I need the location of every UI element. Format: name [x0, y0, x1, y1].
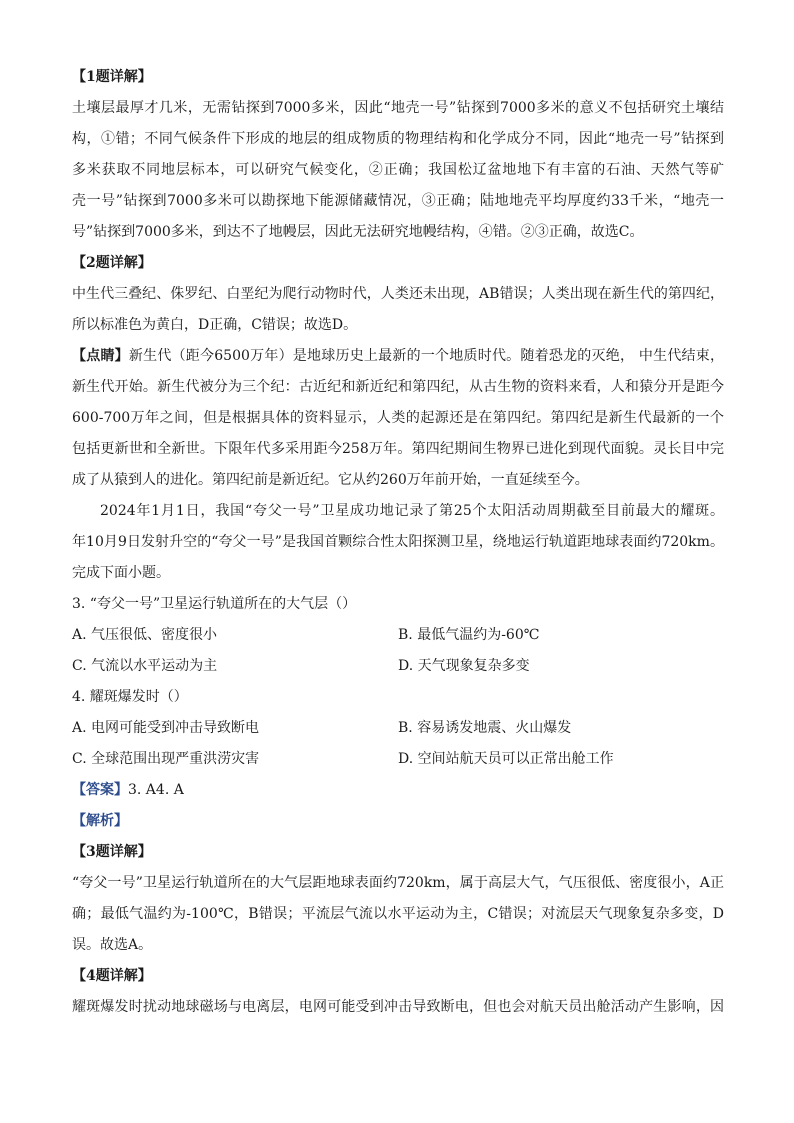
paragraph-line: 600-700万年之间，但是根据具体的资料显示，人类的起源还是在第四纪。第四纪是新生代最新的一个	[72, 410, 724, 426]
paragraph-line: 土壤层最厚才几米，无需钻探到7000多米，因此“地壳一号”钻探到7000多米的意义不包括研究土壤结	[72, 100, 724, 116]
material-line: 年10月9日发射升空的“夸父一号”是我国首颗综合性太阳探测卫星，绕地运行轨道距地球表面约720km。	[72, 534, 724, 550]
paragraph-line: 误。故选A。	[72, 937, 153, 953]
options-row	[72, 651, 724, 682]
material-line: 完成下面小题。	[72, 565, 170, 581]
document-page	[72, 62, 724, 1023]
paragraph-line: 多米获取不同地层标本，可以研究气候变化，②正确；我国松辽盆地地下有丰富的石油、天然气等矿	[72, 162, 724, 178]
option-d: D. 空间站航天员可以正常出舱工作	[398, 751, 614, 767]
paragraph-line: 壳一号”钻探到7000多米可以勘探地下能源储藏情况，③正确；陆地地壳平均厚度约33千米，“地壳一	[72, 193, 724, 209]
paragraph-line: 包括更新世和全新世。下限年代多采用距今258万年。第四纪期间生物界已进化到现代面貌。灵长目中完	[72, 441, 724, 457]
analysis-tag: 【解析】	[72, 813, 128, 829]
paragraph-line	[72, 341, 724, 372]
option-a: A. 气压很低、密度很小	[72, 627, 218, 643]
paragraph-line: 号”钻探到7000多米，到达不了地幔层，因此无法研究地幔结构，④错。②③正确，故选C。	[72, 224, 644, 240]
options-row	[72, 620, 724, 651]
options-row	[72, 744, 724, 775]
answer-tag: 【答案】	[72, 782, 128, 798]
dianjing-tag: 【点睛】	[72, 348, 129, 364]
paragraph-line: 所以标准色为黄白，D正确，C错误；故选D。	[72, 317, 358, 333]
option-b: B. 容易诱发地震、火山爆发	[398, 720, 572, 736]
section-heading-q1: 【1题详解】	[72, 69, 152, 85]
option-c: C. 全球范围出现严重洪涝灾害	[72, 751, 260, 767]
section-heading-q4: 【4题详解】	[72, 968, 152, 984]
paragraph-line: 耀斑爆发时扰动地球磁场与电离层，电网可能受到冲击导致断电，但也会对航天员出舱活动产生影响，因	[72, 999, 724, 1015]
answer-line	[72, 775, 724, 806]
options-row	[72, 713, 724, 744]
section-heading-q3: 【3题详解】	[72, 844, 152, 860]
dianjing-text: 新生代（距今6500万年）是地球历史上最新的一个地质时代。随着恐龙的灭绝， 中生代结束，	[128, 348, 724, 364]
paragraph-line: 确；最低气温约为-100℃，B错误；平流层气流以水平运动为主，C错误；对流层天气现象复杂多变，D	[72, 906, 724, 922]
question-4: 4. 耀斑爆发时（）	[72, 689, 188, 705]
paragraph-line: 成了从猿到人的进化。第四纪前是新近纪。它从约260万年前开始，一直延续至今。	[72, 472, 589, 488]
option-c: C. 气流以水平运动为主	[72, 658, 218, 674]
option-d: D. 天气现象复杂多变	[398, 658, 530, 674]
option-a: A. 电网可能受到冲击导致断电	[72, 720, 260, 736]
paragraph-line: “夸父一号”卫星运行轨道所在的大气层距地球表面约720km，属于高层大气，气压很低、密度很小，A正	[72, 875, 724, 891]
option-b: B. 最低气温约为-60℃	[398, 627, 540, 643]
paragraph-line: 中生代三叠纪、侏罗纪、白垩纪为爬行动物时代，人类还未出现，AB错误；人类出现在新生代的第四纪，	[72, 286, 724, 302]
paragraph-line: 新生代开始。新生代被分为三个纪：古近纪和新近纪和第四纪，从古生物的资料来看，人和猿分开是距今	[72, 379, 724, 395]
material-line: 2024年1月1日，我国“夸父一号”卫星成功地记录了第25个太阳活动周期截至目前最大的耀斑。	[100, 503, 724, 519]
section-heading-q2: 【2题详解】	[72, 255, 152, 271]
paragraph-line: 构，①错；不同气候条件下形成的地层的组成物质的物理结构和化学成分不同，因此“地壳一号”钻探到	[72, 131, 724, 147]
question-3: 3. “夸父一号”卫星运行轨道所在的大气层（）	[72, 596, 357, 612]
answer-text: 3. A4. A	[128, 782, 184, 798]
